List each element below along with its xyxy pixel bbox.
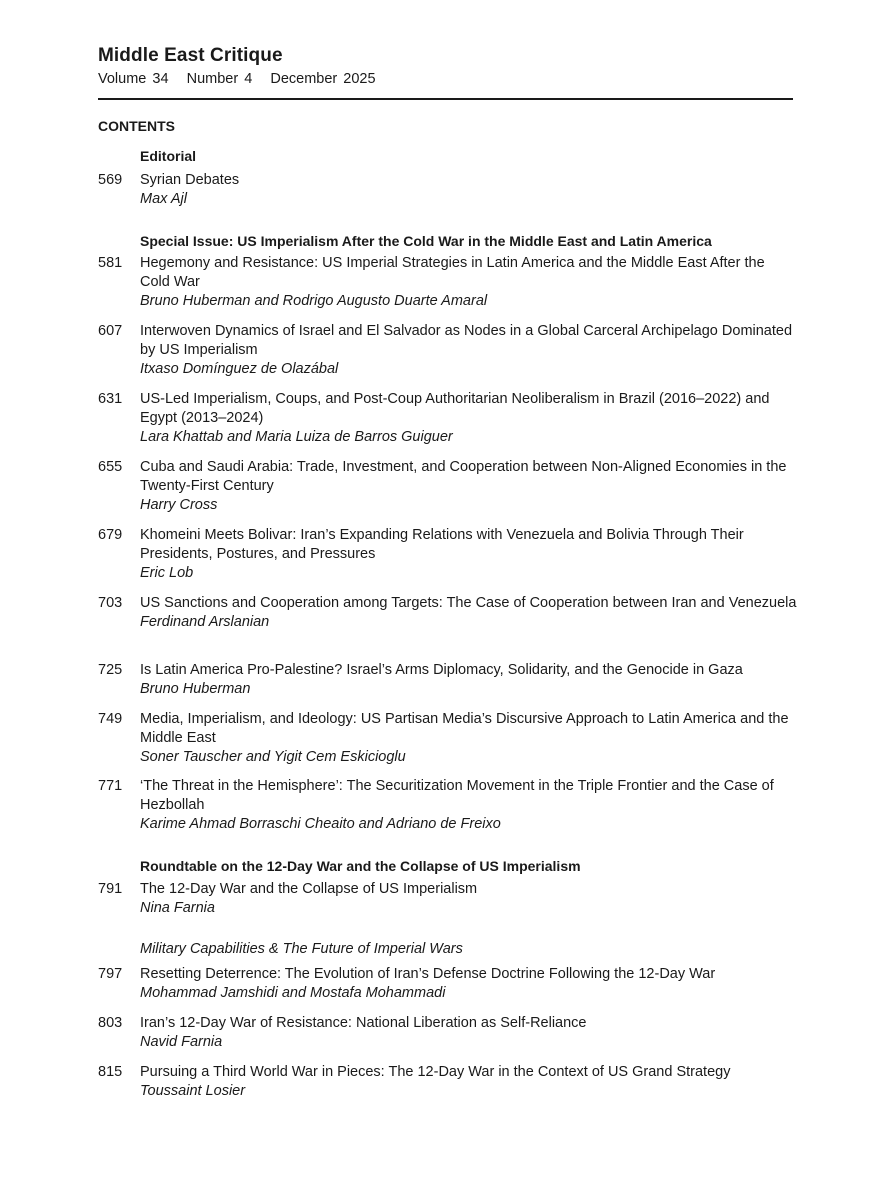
- article-authors: Karime Ahmad Borraschi Cheaito and Adriano de Freixo: [140, 816, 501, 832]
- article-title: US-Led Imperialism, Coups, and Post-Coup Authoritarian Neoliberalism in Brazil (2016–2022) and Egypt (2013–2024): [140, 391, 770, 426]
- page-number: 607: [98, 323, 123, 339]
- article-title: Iran’s 12-Day War of Resistance: National Liberation as Self-Reliance: [140, 1015, 587, 1031]
- subsection-heading-military-capabilities: Military Capabilities & The Future of Imperial Wars: [140, 941, 463, 957]
- toc-entry: [98, 171, 798, 209]
- header-rule: [98, 98, 793, 100]
- article-title: Pursuing a Third World War in Pieces: The 12-Day War in the Context of US Grand Strategy: [140, 1064, 731, 1080]
- toc-entry: [98, 254, 798, 311]
- section-heading-special-issue: Special Issue: US Imperialism After the Cold War in the Middle East and Latin America: [140, 233, 712, 249]
- toc-entry: [98, 880, 798, 918]
- article-title: Is Latin America Pro-Palestine? Israel’s Arms Diplomacy, Solidarity, and the Genocide in Gaza: [140, 662, 743, 678]
- page-number: 679: [98, 527, 123, 543]
- toc-entry: [98, 458, 798, 515]
- toc-entry: [98, 322, 798, 379]
- article-title: Cuba and Saudi Arabia: Trade, Investment, and Cooperation between Non-Aligned Economies in the Twenty-First Century: [140, 459, 787, 494]
- toc-entry: [98, 777, 798, 834]
- article-authors: Harry Cross: [140, 497, 218, 513]
- article-authors: Eric Lob: [140, 565, 194, 581]
- article-authors: Max Ajl: [140, 191, 187, 207]
- page-number: 771: [98, 778, 123, 794]
- page-number: 655: [98, 459, 123, 475]
- article-title: Interwoven Dynamics of Israel and El Salvador as Nodes in a Global Carceral Archipelago Dominated by US Imperialism: [140, 323, 793, 358]
- article-authors: Nina Farnia: [140, 900, 215, 916]
- toc-entry: [98, 710, 798, 767]
- issue-info: Volume 34 Number 4 December 2025: [98, 71, 376, 87]
- page-number: 569: [98, 172, 123, 188]
- contents-heading: CONTENTS: [98, 118, 175, 134]
- toc-entry: [98, 526, 798, 583]
- toc-entry: [98, 390, 798, 447]
- article-authors: Lara Khattab and Maria Luiza de Barros Guiguer: [140, 429, 453, 445]
- section-heading-roundtable: Roundtable on the 12-Day War and the Collapse of US Imperialism: [140, 858, 581, 874]
- section-heading-editorial: Editorial: [140, 148, 197, 164]
- toc-entry: [98, 1014, 798, 1052]
- page-number: 749: [98, 711, 123, 727]
- article-authors: Ferdinand Arslanian: [140, 614, 270, 630]
- toc-entry: [98, 1063, 798, 1101]
- article-authors: Toussaint Losier: [140, 1083, 246, 1099]
- page-number: 631: [98, 391, 123, 407]
- article-authors: Mohammad Jamshidi and Mostafa Mohammadi: [140, 985, 446, 1001]
- toc-entry: [98, 594, 798, 632]
- page-number: 703: [98, 595, 123, 611]
- article-authors: Navid Farnia: [140, 1034, 223, 1050]
- page-number: 815: [98, 1064, 123, 1080]
- article-title: Syrian Debates: [140, 172, 240, 188]
- article-title: Resetting Deterrence: The Evolution of Iran’s Defense Doctrine Following the 12-Day War: [140, 966, 716, 982]
- article-title: ‘The Threat in the Hemisphere’: The Securitization Movement in the Triple Frontier and the Case of Hezbollah: [140, 778, 774, 813]
- page-number: 791: [98, 881, 123, 897]
- article-title: US Sanctions and Cooperation among Targets: The Case of Cooperation between Iran and Venezuela: [140, 595, 797, 611]
- page-number: 797: [98, 966, 123, 982]
- article-title: Khomeini Meets Bolivar: Iran’s Expanding Relations with Venezuela and Bolivia Through Their Presidents, Postures, and Pressures: [140, 527, 744, 562]
- toc-entry: [98, 965, 798, 1003]
- article-title: Media, Imperialism, and Ideology: US Partisan Media’s Discursive Approach to Latin America and the Middle East: [140, 711, 789, 746]
- article-authors: Soner Tauscher and Yigit Cem Eskicioglu: [140, 749, 406, 765]
- article-authors: Bruno Huberman: [140, 681, 251, 697]
- page-number: 581: [98, 255, 123, 271]
- toc-entry: [98, 661, 798, 699]
- page-number: 725: [98, 662, 123, 678]
- article-title: The 12-Day War and the Collapse of US Imperialism: [140, 881, 478, 897]
- article-title: Hegemony and Resistance: US Imperial Strategies in Latin America and the Middle East After the Cold War: [140, 255, 765, 290]
- article-authors: Bruno Huberman and Rodrigo Augusto Duarte Amaral: [140, 293, 488, 309]
- article-authors: Itxaso Domínguez de Olazábal: [140, 361, 339, 377]
- page-number: 803: [98, 1015, 123, 1031]
- journal-title: Middle East Critique: [98, 45, 283, 66]
